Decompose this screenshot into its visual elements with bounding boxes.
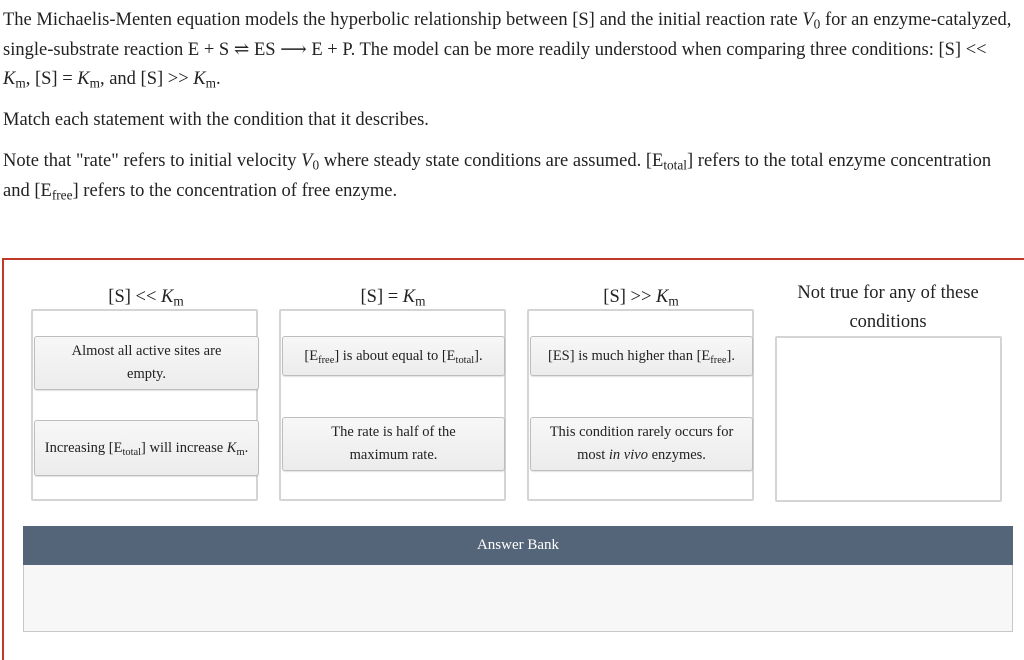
drop-zone-not-true[interactable] (775, 336, 1002, 502)
answer-bank-header (23, 526, 1013, 565)
intro-paragraph-3: Note that "rate" refers to initial velocity $V_0$ where steady state conditions are assumed. $[E_{total}]$ refers to the total enzyme concentration and $[E_{free}]$ refers to the concentration of free enzyme. (3, 151, 992, 203)
column-header-s-equals-km: $[S] = K_m$ (360, 287, 426, 309)
card-text: Almost all active sites are empty. (71, 343, 222, 382)
answer-bank-area[interactable] (23, 565, 1013, 632)
question-text (3, 6, 1013, 206)
column-header-not-true: Not true for any of these conditions (797, 283, 979, 332)
intro-paragraph-1: The Michaelis-Menten equation models the hyperbolic relationship between [S] and the initial reaction rate $V_0$ for an enzyme-catalyzed, single-substrate reaction E + S ⇌ ES ⟶ E + P. The model can be more readily understood when comparing three conditions: $[S] << K_m$, $[S] = K_m$, and $[S] >> K_m$. (3, 10, 1012, 91)
card-text: [ES] is much higher than $[E_{free}]$. (548, 347, 735, 366)
answer-card[interactable] (34, 336, 259, 390)
answer-card[interactable] (34, 420, 259, 476)
equilibrium-arrow-icon: ⇌ (233, 39, 250, 60)
answer-card[interactable] (282, 336, 505, 376)
intro-paragraph-2: Match each statement with the condition that it describes. (3, 109, 429, 130)
card-text: This condition rarely occurs for most in vivo enzymes. (549, 424, 734, 463)
answer-card[interactable] (530, 336, 753, 376)
answer-bank-title: Answer Bank (476, 537, 560, 553)
card-text: Increasing $[E_{total}]$ will increase $K_m$. (44, 439, 249, 458)
answer-card[interactable] (282, 417, 505, 471)
column-header-s-greater-than-km: $[S] >> K_m$ (603, 287, 679, 309)
answer-card[interactable] (530, 417, 753, 471)
card-text: $[E_{free}]$ is about equal to $[E_{total}]$. (304, 347, 483, 366)
card-text: The rate is half of the maximum rate. (331, 424, 456, 463)
forward-arrow-icon: ⟶ (280, 39, 307, 60)
column-header-s-less-than-km: $[S] << K_m$ (108, 287, 184, 309)
